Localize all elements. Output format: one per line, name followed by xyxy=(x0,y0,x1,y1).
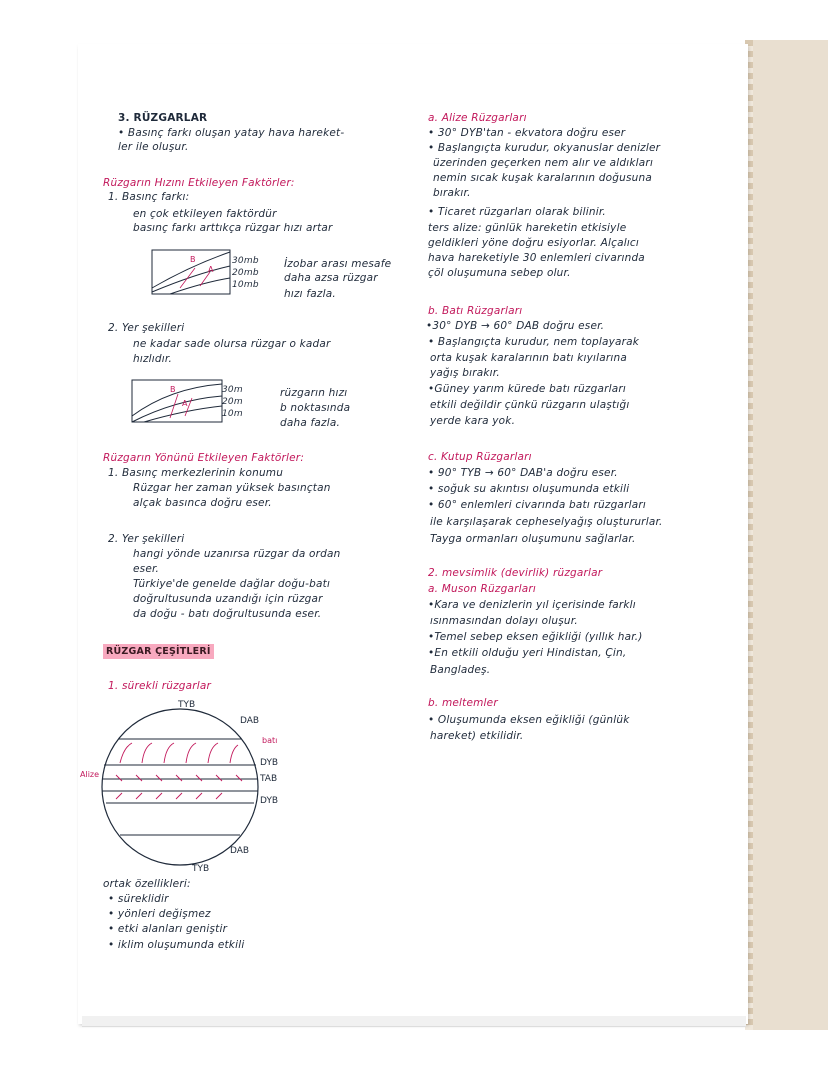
globe-label: DYB xyxy=(260,758,279,768)
isobar-label: 30mb xyxy=(232,256,259,266)
globe-label: Alize xyxy=(80,770,100,779)
note-line: • Oluşumunda eksen eğikliği (günlük xyxy=(428,714,630,726)
diagram-note: daha fazla. xyxy=(280,417,341,429)
diagram-note: b noktasında xyxy=(280,402,351,414)
terrain-diagram xyxy=(130,378,230,426)
diagram-note: rüzgarın hızı xyxy=(280,387,348,399)
common-features-line: ortak özellikleri: xyxy=(103,878,191,890)
westerlies-heading: b. Batı Rüzgarları xyxy=(428,305,523,317)
isobar-label: 20mb xyxy=(232,268,259,278)
continuous-winds-heading: 1. sürekli rüzgarlar xyxy=(108,680,212,692)
height-label: 20m xyxy=(222,397,243,407)
seasonal-winds-heading: 2. mevsimlik (devirlik) rüzgarlar xyxy=(428,567,603,579)
page-stack-edge xyxy=(82,1016,746,1027)
note-line: • 30° DYB'tan - ekvatora doğru eser xyxy=(428,127,626,139)
factor-line: doğrultusunda uzandığı için rüzgar xyxy=(133,593,323,605)
note-line: hava hareketiyle 30 enlemleri civarında xyxy=(428,252,645,264)
factor-line: eser. xyxy=(133,563,160,575)
factor-line: 1. Basınç merkezlerinin konumu xyxy=(108,467,284,479)
note-line: •30° DYB → 60° DAB doğru eser. xyxy=(426,320,605,332)
note-line: •Kara ve denizlerin yıl içerisinde farklı xyxy=(428,599,636,611)
height-label: 10m xyxy=(222,409,243,419)
factor-line: Türkiye'de genelde dağlar doğu-batı xyxy=(133,578,331,590)
diagram-note: hızı fazla. xyxy=(284,288,336,300)
breezes-heading: b. meltemler xyxy=(428,697,498,709)
note-line: bırakır. xyxy=(433,187,471,199)
global-wind-diagram xyxy=(80,695,300,875)
note-line: • 90° TYB → 60° DAB'a doğru eser. xyxy=(428,467,618,479)
note-line: • soğuk su akıntısı oluşumunda etkili xyxy=(428,483,630,495)
note-line: hareket) etkilidir. xyxy=(430,730,524,742)
polar-winds-heading: c. Kutup Rüzgarları xyxy=(428,451,532,463)
note-line: yerde kara yok. xyxy=(430,415,516,427)
svg-text:B: B xyxy=(170,385,176,394)
note-line: •Güney yarım kürede batı rüzgarları xyxy=(428,383,627,395)
note-line: • 60° enlemleri civarında batı rüzgarları xyxy=(428,499,646,511)
factor-line: Rüzgar her zaman yüksek basınçtan xyxy=(133,482,331,494)
svg-text:A: A xyxy=(208,265,214,274)
note-line: •En etkili olduğu yeri Hindistan, Çin, xyxy=(428,647,627,659)
note-line: • Başlangıçta kurudur, okyanuslar denizler xyxy=(428,142,661,154)
note-line: nemin sıcak kuşak karalarının doğusuna xyxy=(433,172,652,184)
common-features-line: • etki alanları geniştir xyxy=(108,923,228,935)
monsoon-heading: a. Muson Rüzgarları xyxy=(428,583,536,595)
section-title: 3. RÜZGARLAR xyxy=(118,112,208,124)
isobar-label: 10mb xyxy=(232,280,259,290)
note-line: ısınmasından dolayı oluşur. xyxy=(430,615,578,627)
globe-label: DYB xyxy=(260,796,279,806)
note-line: etkili değildir çünkü rüzgarın ulaştığı xyxy=(430,399,630,411)
globe-label: TAB xyxy=(260,774,278,784)
factor-line: ne kadar sade olursa rüzgar o kadar xyxy=(133,338,331,350)
factor-line: hızlıdır. xyxy=(133,353,172,365)
factor-line: da doğu - batı doğrultusunda eser. xyxy=(133,608,322,620)
globe-label: TYB xyxy=(178,700,196,710)
globe-label: DAB xyxy=(230,846,250,856)
note-line: •Temel sebep eksen eğikliği (yıllık har.) xyxy=(428,631,643,643)
intro-line: ler ile oluşur. xyxy=(118,141,189,153)
factor-title: 2. Yer şekilleri xyxy=(108,322,185,334)
note-line: yağış bırakır. xyxy=(430,367,500,379)
direction-factors-heading: Rüzgarın Yönünü Etkileyen Faktörler: xyxy=(103,452,305,464)
factor-title: 1. Basınç farkı: xyxy=(108,191,190,203)
note-line: Bangladeş. xyxy=(430,664,491,676)
factor-line: en çok etkileyen faktördür xyxy=(133,208,277,220)
note-line: ile karşılaşarak cepheselyağış oluştururlar. xyxy=(430,516,663,528)
note-line: • Başlangıçta kurudur, nem toplayarak xyxy=(428,336,640,348)
note-line: ters alize: günlük hareketin etkisiyle xyxy=(428,222,627,234)
note-line: üzerinden geçerken nem alır ve aldıkları xyxy=(433,157,654,169)
globe-label: batı xyxy=(262,736,278,745)
svg-text:A: A xyxy=(182,399,188,408)
factor-line: alçak basınca doğru eser. xyxy=(133,497,272,509)
diagram-note: İzobar arası mesafe xyxy=(284,258,392,270)
diagram-note: daha azsa rüzgar xyxy=(284,272,378,284)
height-label: 30m xyxy=(222,385,243,395)
note-line: geldikleri yöne doğru esiyorlar. Alçalıcı xyxy=(428,237,640,249)
note-line: orta kuşak karalarının batı kıyılarına xyxy=(430,352,627,364)
wind-types-heading: RÜZGAR ÇEŞİTLERİ xyxy=(103,644,214,659)
globe-label: DAB xyxy=(240,716,260,726)
alize-heading: a. Alize Rüzgarları xyxy=(428,112,527,124)
intro-line: • Basınç farkı oluşan yatay hava hareket- xyxy=(118,127,345,139)
factor-line: 2. Yer şekilleri xyxy=(108,533,185,545)
globe-label: TYB xyxy=(192,864,210,874)
note-line: çöl oluşumuna sebep olur. xyxy=(428,267,571,279)
svg-text:B: B xyxy=(190,255,196,264)
background-surface xyxy=(748,40,828,1030)
speed-factors-heading: Rüzgarın Hızını Etkileyen Faktörler: xyxy=(103,177,295,189)
note-line: Tayga ormanları oluşumunu sağlarlar. xyxy=(430,533,636,545)
factor-line: basınç farkı arttıkça rüzgar hızı artar xyxy=(133,222,333,234)
common-features-line: • yönleri değişmez xyxy=(108,908,211,920)
common-features-line: • iklim oluşumunda etkili xyxy=(108,939,245,951)
common-features-line: • süreklidir xyxy=(108,893,169,905)
note-line: • Ticaret rüzgarları olarak bilinir. xyxy=(428,206,606,218)
factor-line: hangi yönde uzanırsa rüzgar da ordan xyxy=(133,548,341,560)
